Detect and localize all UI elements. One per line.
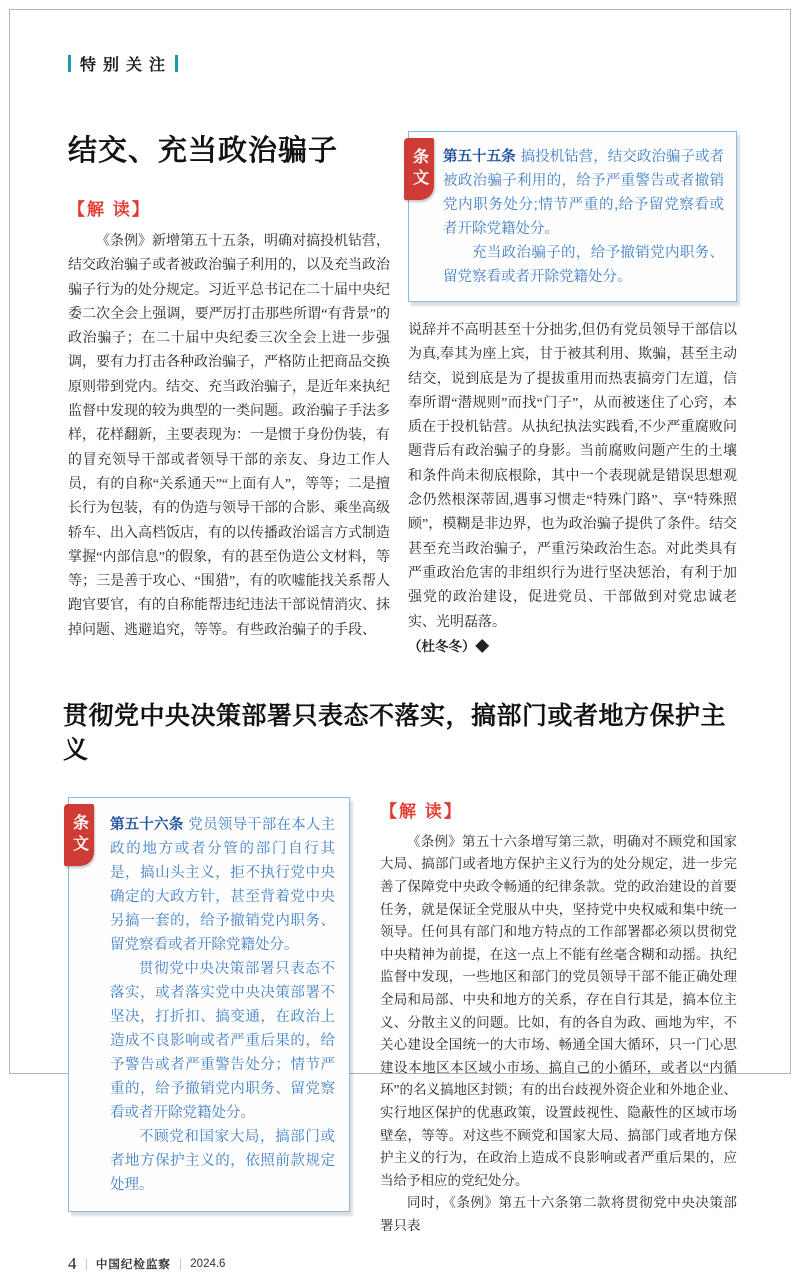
section-article-56: [63, 699, 737, 1238]
magazine-page: [63, 0, 737, 1274]
footer-separator: |: [179, 1256, 182, 1272]
article-56-paragraph-1: [110, 813, 335, 957]
section2-interpretation-paragraph-1: 《条例》第五十六条增写第三款，明确对不顾党和国家大局、搞部门或者地方保护主义行为的处分规定，进一步完善了保障党中央政令畅通的纪律条款。党的政治建设的首要任务，就是保证全党服从中央，坚持党中央权威和集中统一领导。任何具有部门和地方特点的工作部署都必须以贯彻党中央精神为前提，在这一点上不能有丝毫含糊和动摇。执纪监督中发现，一些地区和部门的党员领导干部不能正确处理全局和局部、中央和地方的关系，存在自行其是，搞本位主义、分散主义的问题。比如，有的各自为政、画地为牢，不关心建设全国统一的大市场、畅通全国大循环，只一门心思建设本地区本区域小市场、搞自己的小循环，或者以“内循环”的名义搞地区封锁；有的出台歧视外资企业和外地企业、实行地区保护的优惠政策，设置歧视性、隐蔽性的区域市场壁垒，等等。对这些不顾党和国家大局、搞部门或者地方保护主义的行为，在政治上造成不良影响或者严重后果的，应当给予相应的党纪处分。: [380, 833, 737, 1188]
section-article-55: [68, 131, 737, 659]
footer-separator: |: [85, 1256, 88, 1272]
section1-left-column: [68, 131, 390, 643]
section-kicker: [68, 52, 737, 75]
article-56-paragraph-2: 贯彻党中央决策部署只表态不落实，或者落实党中央决策部署不坚决，打折扣、搞变通，在政治上造成不良影响或者严重后果的，给予警告或者严重警告处分；情节严重的，给予撤销党内职务、留党察看或者开除党籍处分。: [110, 960, 335, 1121]
article-55-paragraph-1-text: 搞投机钻营，结交政治骗子或者被政治骗子利用的，给予严重警告或者撤销党内职务处分;情节严重的,给予留党察看或者开除党籍处分。: [443, 149, 725, 237]
footer-journal-name: 中国纪检监察: [95, 1258, 171, 1271]
section1-right-column: [408, 131, 737, 659]
article-55-paragraph-2: 充当政治骗子的，给予撤销党内职务、留党察看或者开除党籍处分。: [443, 245, 724, 285]
article-56-number: 第五十六条: [110, 816, 184, 833]
article-box-ribbon-badge: 条文: [404, 138, 434, 200]
article-box-ribbon-badge: 条文: [64, 804, 94, 866]
article-55-number: 第五十五条: [443, 149, 516, 165]
section2-left-column: [68, 797, 350, 1212]
section1-interpretation-label: 【解 读】: [68, 200, 151, 219]
section1-interpretation-right-text: 说辞并不高明甚至十分拙劣,但仍有党员领导干部信以为真,奉其为座上宾，甘于被其利用、欺骗，甚至主动结交，说到底是为了提拔重用而热衷搞旁门左道，信奉所谓“潜规则”而找“门子”，从而被迷住了心窍，本质在于投机钻营。从执纪执法实践看,不少严重腐败问题背后有政治骗子的身影。当前腐败问题产生的土壤和条件尚未彻底根除，其中一个表现就是错误思想观念仍然根深蒂固,遇事习惯走“特殊门路”、享“特殊照顾”，模糊是非边界，也为政治骗子提供了条件。结交甚至充当政治骗子，严重污染政治生态。对此类具有严重政治危害的非组织行为进行坚决惩治，有利于加强党的政治建设，促进党员、干部做到对党忠诚老实、光明磊落。: [408, 323, 737, 630]
article-55-box: [408, 131, 737, 302]
article-56-box: [68, 797, 350, 1212]
page-footer: [68, 1254, 737, 1274]
kicker-bar-right: [175, 55, 178, 72]
section2-interpretation-label: 【解 读】: [380, 801, 463, 821]
footer-page-number: 4: [68, 1253, 77, 1273]
section1-author: （杜冬冬）◆: [408, 638, 489, 654]
section2-interpretation-paragraph-2: 同时，《条例》第五十六条第二款将贯彻党中央决策部署只表: [380, 1195, 737, 1233]
section1-interpretation-left-text: 《条例》新增第五十五条，明确对搞投机钻营，结交政治骗子或者被政治骗子利用的，以及充当政治骗子行为的处分规定。习近平总书记在二十届中央纪委二次全会上强调，要严厉打击那些所谓“有背景”的政治骗子；在二十届中央纪委三次全会上进一步强调，要有力打击各种政治骗子，严格防止把商品交换原则带到党内。结交、充当政治骗子，是近年来执纪监督中发现的较为典型的一类问题。政治骗子手法多样，花样翻新，主要表现为：一是惯于身份伪装，有的冒充领导干部或者领导干部的亲友、身边工作人员，有的自称“关系通天”“上面有人”，等等；二是擅长行为包装，有的伪造与领导干部的合影、乘坐高级轿车、出入高档饭店，有的以传播政治谣言方式制造掌握“内部信息”的假象，有的甚至伪造公文材料，等等；三是善于攻心、“围猎”，有的吹嘘能找关系帮人跑官要官，有的自称能帮违纪违法干部说情消灾、抹掉问题、逃避追究，等等。有些政治骗子的手段、: [68, 234, 390, 638]
section2-right-column: [380, 797, 737, 1238]
section2-title: 贯彻党中央决策部署只表态不落实，搞部门或者地方保护主义: [63, 701, 727, 764]
article-56-paragraph-1-text: 党员领导干部在本人主政的地方或者分管的部门自行其是，搞山头主义，拒不执行党中央确定的大政方针，甚至背着党中央另搞一套的，给予撤销党内职务、留党察看或者开除党籍处分。: [110, 816, 336, 953]
article-56-paragraph-3: 不顾党和国家大局，搞部门或者地方保护主义的，依照前款规定处理。: [110, 1128, 335, 1193]
footer-issue-number: 2024.6: [190, 1257, 226, 1270]
section1-title: 结交、充当政治骗子: [68, 135, 339, 167]
article-55-paragraph-1: [443, 145, 724, 241]
kicker-label: 特别关注: [80, 57, 173, 74]
kicker-bar-left: [68, 55, 71, 72]
